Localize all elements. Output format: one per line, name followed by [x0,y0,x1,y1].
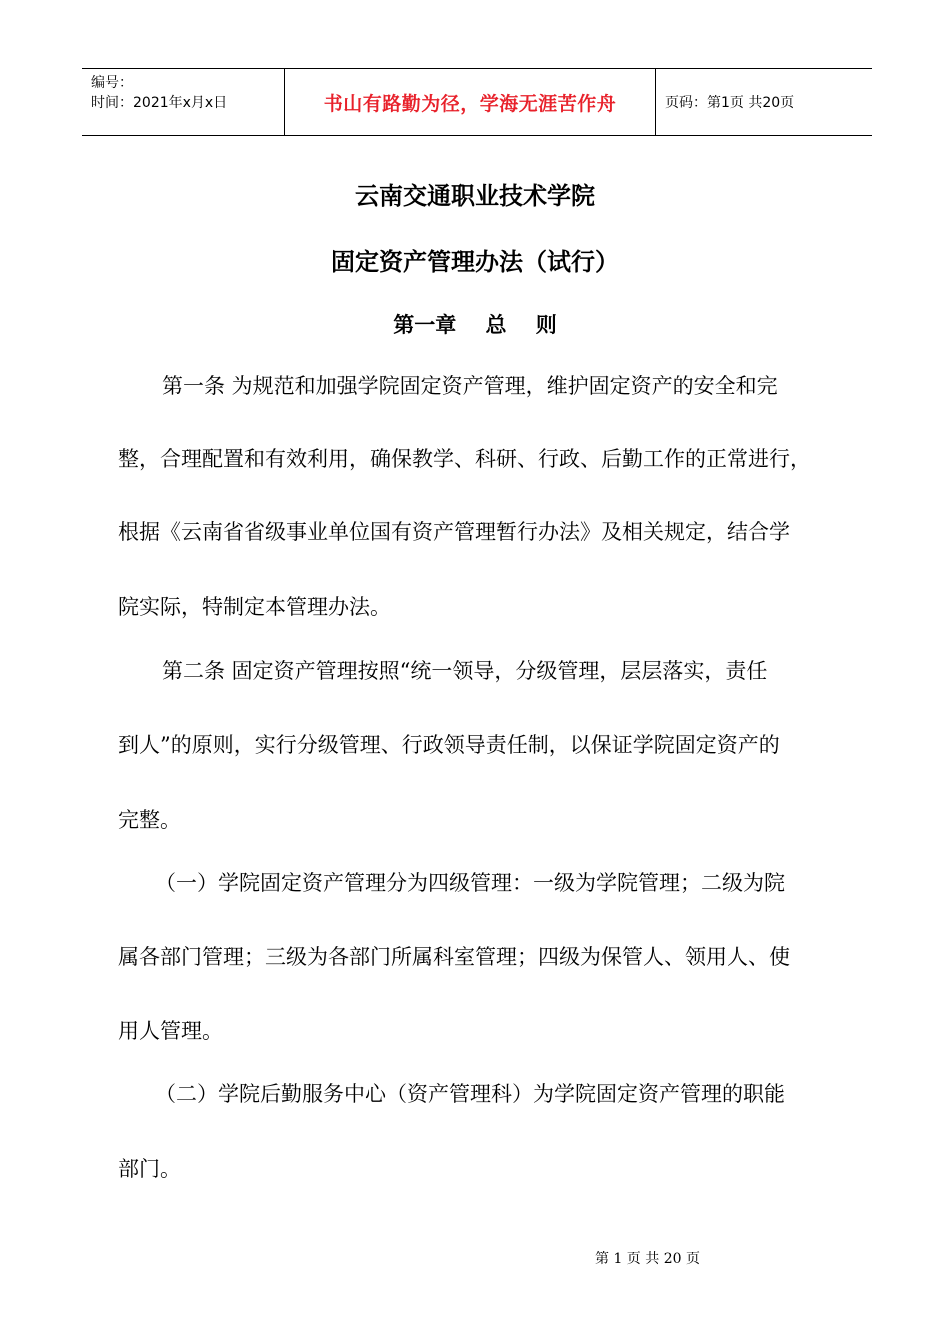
paragraph-line: 到人”的原则，实行分级管理、行政领导责任制，以保证学院固定资产的 [118,733,780,757]
school-name: 云南交通职业技术学院 [355,182,595,210]
page-footer: 第 1 页 共 20 页 [595,1251,700,1267]
paragraph-line: 院实际，特制定本管理办法。 [118,595,391,619]
header-number: 编号： [91,75,133,91]
chapter-heading: 第一章 总 则 [393,313,557,337]
header-page-number: 页码：第1页 共20页 [665,95,795,111]
paragraph-line: 整，合理配置和有效利用，确保教学、科研、行政、后勤工作的正常进行， [118,447,811,471]
paragraph-line: 用人管理。 [118,1019,223,1043]
header-time: 时间：2021年x月x日 [91,95,228,111]
paragraph-line: 第一条 为规范和加强学院固定资产管理，维护固定资产的安全和完 [162,374,778,398]
paragraph-line: 根据《云南省省级事业单位国有资产管理暂行办法》及相关规定，结合学 [118,520,790,544]
paragraph-line: （一）学院固定资产管理分为四级管理：一级为学院管理；二级为院 [155,871,785,895]
paragraph-line: 部门。 [118,1157,181,1181]
page-header [82,68,872,136]
paragraph-line: （二）学院后勤服务中心（资产管理科）为学院固定资产管理的职能 [155,1082,785,1106]
header-motto: 书山有路勤为径，学海无涯苦作舟 [284,69,656,135]
document-title: 固定资产管理办法（试行） [331,248,619,276]
paragraph-line: 完整。 [118,808,181,832]
header-meta [82,69,284,135]
paragraph-line: 属各部门管理；三级为各部门所属科室管理；四级为保管人、领用人、使 [118,945,790,969]
paragraph-line: 第二条 固定资产管理按照“统一领导，分级管理，层层落实，责任 [162,659,768,683]
